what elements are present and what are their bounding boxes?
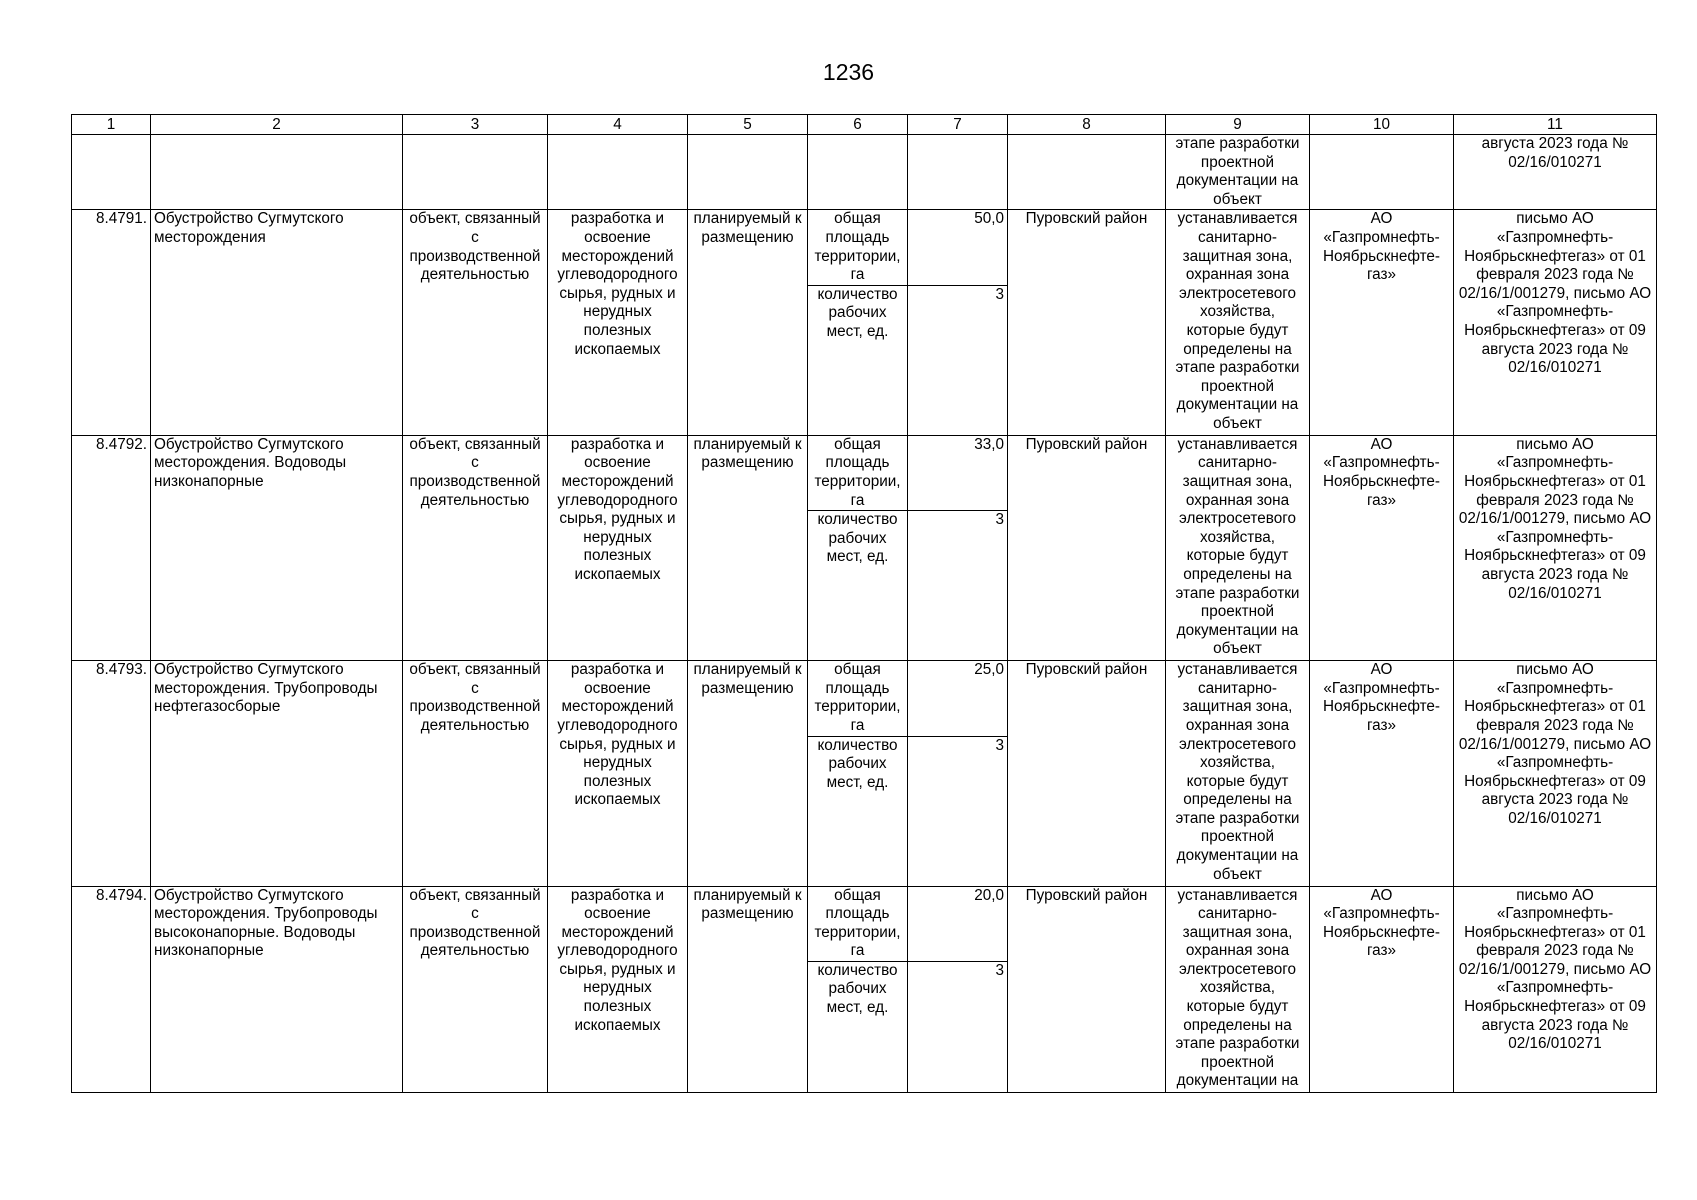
zone-cell: устанавливается санитарно-защитная зона, охранная зона электросетевого хозяйства, которые будут определены на этапе разработки проектной документации на объект — [1166, 210, 1310, 435]
param-value: 50,0 — [908, 210, 1008, 285]
param-label: общая площадь территории, га — [808, 435, 908, 510]
owner-cell: АО «Газпромнефть-Ноябрьскнефте-газ» — [1310, 661, 1454, 886]
owner-cell: АО «Газпромнефть-Ноябрьскнефте-газ» — [1310, 435, 1454, 660]
status-cell: планируемый к размещению — [688, 661, 808, 886]
purpose-cell: объект, связанный с производственной деятельностью — [403, 210, 548, 435]
row-number: 8.4794. — [72, 886, 151, 1092]
activity-cell: разработка и освоение месторождений углеводородного сырья, рудных и нерудных полезных ископаемых — [548, 435, 688, 660]
table-row — [72, 661, 1657, 736]
documents-cell: письмо АО «Газпромнефть-Ноябрьскнефтегаз» от 01 февраля 2023 года № 02/16/1/001279, письмо АО «Газпромнефть-Ноябрьскнефтегаз» от 09 августа 2023 года № 02/16/010271 — [1454, 886, 1657, 1092]
column-number: 1 — [72, 115, 151, 135]
table-row — [72, 435, 1657, 510]
empty-cell — [1008, 135, 1166, 210]
empty-cell — [808, 135, 908, 210]
object-name: Обустройство Сугмутского месторождения. Водоводы низконапорные — [151, 435, 403, 660]
param-value: 3 — [908, 736, 1008, 886]
column-number: 2 — [151, 115, 403, 135]
location-cell: Пуровский район — [1008, 886, 1166, 1092]
documents-cell: августа 2023 года № 02/16/010271 — [1454, 135, 1657, 210]
row-number: 8.4791. — [72, 210, 151, 435]
param-value: 3 — [908, 511, 1008, 661]
activity-cell: разработка и освоение месторождений углеводородного сырья, рудных и нерудных полезных ископаемых — [548, 661, 688, 886]
empty-cell — [908, 135, 1008, 210]
purpose-cell: объект, связанный с производственной деятельностью — [403, 435, 548, 660]
zone-cell: этапе разработки проектной документации на объект — [1166, 135, 1310, 210]
empty-cell — [548, 135, 688, 210]
empty-cell — [72, 135, 151, 210]
activity-cell: разработка и освоение месторождений углеводородного сырья, рудных и нерудных полезных ископаемых — [548, 210, 688, 435]
param-label: количество рабочих мест, ед. — [808, 961, 908, 1092]
table-row — [72, 210, 1657, 285]
column-number: 9 — [1166, 115, 1310, 135]
column-number: 3 — [403, 115, 548, 135]
owner-cell: АО «Газпромнефть-Ноябрьскнефте-газ» — [1310, 886, 1454, 1092]
column-number: 11 — [1454, 115, 1657, 135]
purpose-cell: объект, связанный с производственной деятельностью — [403, 661, 548, 886]
row-number: 8.4792. — [72, 435, 151, 660]
zone-cell: устанавливается санитарно-защитная зона, охранная зона электросетевого хозяйства, которые будут определены на этапе разработки проектной документации на — [1166, 886, 1310, 1092]
location-cell: Пуровский район — [1008, 661, 1166, 886]
table-row — [72, 886, 1657, 961]
object-name: Обустройство Сугмутского месторождения. Трубопроводы высоконапорные. Водоводы низконапорные — [151, 886, 403, 1092]
object-name: Обустройство Сугмутского месторождения. Трубопроводы нефтегазосборые — [151, 661, 403, 886]
documents-cell: письмо АО «Газпромнефть-Ноябрьскнефтегаз» от 01 февраля 2023 года № 02/16/1/001279, письмо АО «Газпромнефть-Ноябрьскнефтегаз» от 09 августа 2023 года № 02/16/010271 — [1454, 435, 1657, 660]
column-number: 5 — [688, 115, 808, 135]
param-value: 3 — [908, 961, 1008, 1092]
empty-cell — [151, 135, 403, 210]
owner-cell: АО «Газпромнефть-Ноябрьскнефте-газ» — [1310, 210, 1454, 435]
row-number: 8.4793. — [72, 661, 151, 886]
documents-cell: письмо АО «Газпромнефть-Ноябрьскнефтегаз» от 01 февраля 2023 года № 02/16/1/001279, письмо АО «Газпромнефть-Ноябрьскнефтегаз» от 09 августа 2023 года № 02/16/010271 — [1454, 210, 1657, 435]
page-number: 1236 — [822, 59, 875, 85]
param-label: общая площадь территории, га — [808, 210, 908, 285]
param-label: общая площадь территории, га — [808, 886, 908, 961]
column-number: 7 — [908, 115, 1008, 135]
column-number: 10 — [1310, 115, 1454, 135]
empty-cell — [1310, 135, 1454, 210]
status-cell: планируемый к размещению — [688, 886, 808, 1092]
empty-cell — [688, 135, 808, 210]
param-value: 33,0 — [908, 435, 1008, 510]
purpose-cell: объект, связанный с производственной деятельностью — [403, 886, 548, 1092]
continuation-row — [72, 135, 1657, 210]
zone-cell: устанавливается санитарно-защитная зона, охранная зона электросетевого хозяйства, которые будут определены на этапе разработки проектной документации на объект — [1166, 661, 1310, 886]
param-value: 25,0 — [908, 661, 1008, 736]
zone-cell: устанавливается санитарно-защитная зона, охранная зона электросетевого хозяйства, которые будут определены на этапе разработки проектной документации на объект — [1166, 435, 1310, 660]
location-cell: Пуровский район — [1008, 210, 1166, 435]
param-label: количество рабочих мест, ед. — [808, 511, 908, 661]
param-label: общая площадь территории, га — [808, 661, 908, 736]
status-cell: планируемый к размещению — [688, 435, 808, 660]
activity-cell: разработка и освоение месторождений углеводородного сырья, рудных и нерудных полезных ископаемых — [548, 886, 688, 1092]
object-name: Обустройство Сугмутского месторождения — [151, 210, 403, 435]
registry-table — [71, 114, 1657, 1093]
documents-cell: письмо АО «Газпромнефть-Ноябрьскнефтегаз» от 01 февраля 2023 года № 02/16/1/001279, письмо АО «Газпромнефть-Ноябрьскнефтегаз» от 09 августа 2023 года № 02/16/010271 — [1454, 661, 1657, 886]
param-value: 3 — [908, 285, 1008, 435]
param-label: количество рабочих мест, ед. — [808, 285, 908, 435]
param-label: количество рабочих мест, ед. — [808, 736, 908, 886]
empty-cell — [403, 135, 548, 210]
param-value: 20,0 — [908, 886, 1008, 961]
column-number: 8 — [1008, 115, 1166, 135]
column-number: 4 — [548, 115, 688, 135]
column-number: 6 — [808, 115, 908, 135]
column-number-row — [72, 115, 1657, 135]
status-cell: планируемый к размещению — [688, 210, 808, 435]
location-cell: Пуровский район — [1008, 435, 1166, 660]
